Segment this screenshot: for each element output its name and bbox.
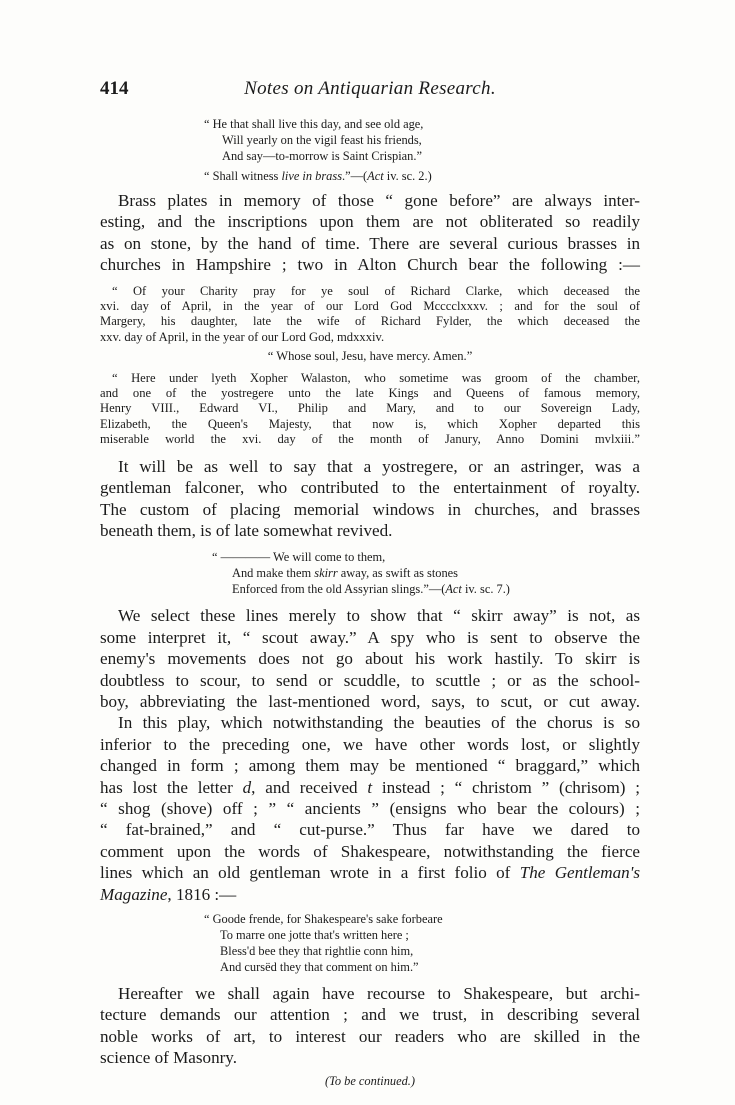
brass-citation: “ Shall witness live in brass.”—(Act iv. sc. 2.) bbox=[204, 169, 432, 183]
inscription-line: “ Of your Charity pray for ye soul of Richard Clarke, which deceased the bbox=[112, 283, 640, 298]
verse-line: Bless'd bee they that rightlie conn him, bbox=[220, 944, 414, 958]
continued-note: (To be continued.) bbox=[324, 1073, 416, 1088]
paragraph-line: noble works of art, to interest our readers who are skilled in the bbox=[100, 1026, 640, 1046]
paragraph-line: “ fat-brained,” and “ cut-purse.” Thus far have we dared to bbox=[100, 820, 640, 840]
paragraph-line: comment upon the words of Shakespeare, notwithstanding the fierce bbox=[100, 841, 640, 861]
paragraph-line: “ shog (shove) off ; ” “ ancients ” (ensigns who bear the colours) ; bbox=[100, 798, 640, 818]
paragraph-line: doubtless to scour, to send or scuddle, to scuttle ; or as the school- bbox=[100, 670, 640, 690]
verse-line: And cursëd they that comment on him.” bbox=[220, 960, 419, 974]
yostregere-paragraph bbox=[100, 456, 640, 542]
verse-line: Will yearly on the vigil feast his friends, bbox=[222, 133, 422, 147]
paragraph-line: Brass plates in memory of those “ gone before” are always inter- bbox=[118, 191, 640, 210]
verse-line: “ ———— We will come to them, bbox=[212, 550, 386, 565]
inscription-line: xxv. day of April, in the year of our Lord God, mdxxxiv. bbox=[100, 329, 385, 344]
brass-paragraph bbox=[100, 190, 640, 276]
page-body bbox=[100, 116, 640, 1089]
page-header bbox=[100, 78, 640, 104]
paragraph-line: The custom of placing memorial windows in churches, and brasses bbox=[100, 499, 640, 519]
paragraph-line: tecture demands our attention ; and we trust, in describing several bbox=[100, 1005, 640, 1025]
running-title: Notes on Antiquarian Research. bbox=[244, 78, 496, 99]
paragraph-line: In this play, which notwithstanding the beauties of the chorus is so bbox=[118, 713, 640, 733]
play-paragraph bbox=[100, 712, 640, 905]
verse-line: And make them skirr away, as swift as stones bbox=[232, 566, 458, 581]
paragraph-line: inferior to the preceding one, we have other words lost, or slightly bbox=[100, 734, 640, 754]
inscription-line: Henry VIII., Edward VI., Philip and Mary, and to our Sovereign Lady, bbox=[100, 401, 640, 416]
inscription-line: Margery, his daughter, late the wife of Richard Fylder, the which deceased the bbox=[100, 314, 640, 329]
inscription-line: and one of the yostregere unto the late Kings and Queens of famous memory, bbox=[100, 386, 640, 401]
walaston-inscription bbox=[100, 371, 640, 448]
verse-line: “ Goode frende, for Shakespeare's sake forbeare bbox=[204, 912, 443, 926]
paragraph-line: esting, and the inscriptions upon them are not obliterated so readily bbox=[100, 212, 640, 232]
skirr-paragraph bbox=[100, 605, 640, 712]
inscription-line: “ Here under lyeth Xopher Walaston, who sometime was groom of the chamber, bbox=[112, 370, 640, 385]
paragraph-line: science of Masonry. bbox=[100, 1048, 238, 1068]
inscription-line: miserable world the xvi. day of the month of Janury, Anno Domini mvlxiii.” bbox=[100, 432, 640, 447]
closing-paragraph bbox=[100, 983, 640, 1069]
paragraph-line: as on stone, by the hand of time. There are several curious brasses in bbox=[100, 233, 640, 253]
verse-line: Enforced from the old Assyrian slings.”—(Act iv. sc. 7.) bbox=[232, 582, 510, 597]
paragraph-line: It will be as well to say that a yostregere, or an astringer, was a bbox=[118, 456, 640, 476]
paragraph-line: enemy's movements does not go about his work hastily. To skirr is bbox=[100, 649, 640, 669]
verse-line: To marre one jotte that's written here ; bbox=[220, 928, 409, 942]
paragraph-line: We select these lines merely to show that “ skirr away” is not, as bbox=[118, 606, 640, 626]
paragraph-line: churches in Hampshire ; two in Alton Church bear the following :— bbox=[100, 255, 640, 275]
skirr-verse bbox=[212, 549, 640, 597]
folio-verse bbox=[204, 911, 640, 975]
paragraph-line: boy, abbreviating the last-mentioned word, says, to scut, or cut away. bbox=[100, 691, 640, 711]
paragraph-line: gentleman falconer, who contributed to the entertainment of royalty. bbox=[100, 478, 640, 498]
crispian-verse bbox=[204, 116, 640, 164]
paragraph-line: Magazine, 1816 :— bbox=[100, 884, 237, 904]
paragraph-line: has lost the letter d, and received t instead ; “ christom ” (chrisom) ; bbox=[100, 777, 640, 797]
page-number: 414 bbox=[100, 78, 129, 99]
verse-line: “ He that shall live this day, and see old age, bbox=[204, 117, 424, 131]
paragraph-line: changed in form ; among them may be mentioned “ braggard,” which bbox=[100, 756, 640, 776]
verse-line: And say—to-morrow is Saint Crispian.” bbox=[222, 149, 422, 163]
paragraph-line: beneath them, is of late somewhat revived. bbox=[100, 520, 393, 540]
inscription-line: Elizabeth, the Queen's Majesty, that now is, which Xopher departed this bbox=[100, 416, 640, 431]
paragraph-line: Hereafter we shall again have recourse to Shakespeare, but archi- bbox=[118, 984, 640, 1003]
jesu-line: “ Whose soul, Jesu, have mercy. Amen.” bbox=[267, 349, 473, 364]
paragraph-line: some interpret it, “ scout away.” A spy who is sent to observe the bbox=[100, 627, 640, 647]
paragraph-line: lines which an old gentleman wrote in a first folio of The Gentleman's bbox=[100, 863, 640, 883]
inscription-line: xvi. day of April, in the year of our Lord God Mcccclxxxv. ; and for the soul of bbox=[100, 299, 640, 314]
clarke-inscription bbox=[100, 284, 640, 346]
